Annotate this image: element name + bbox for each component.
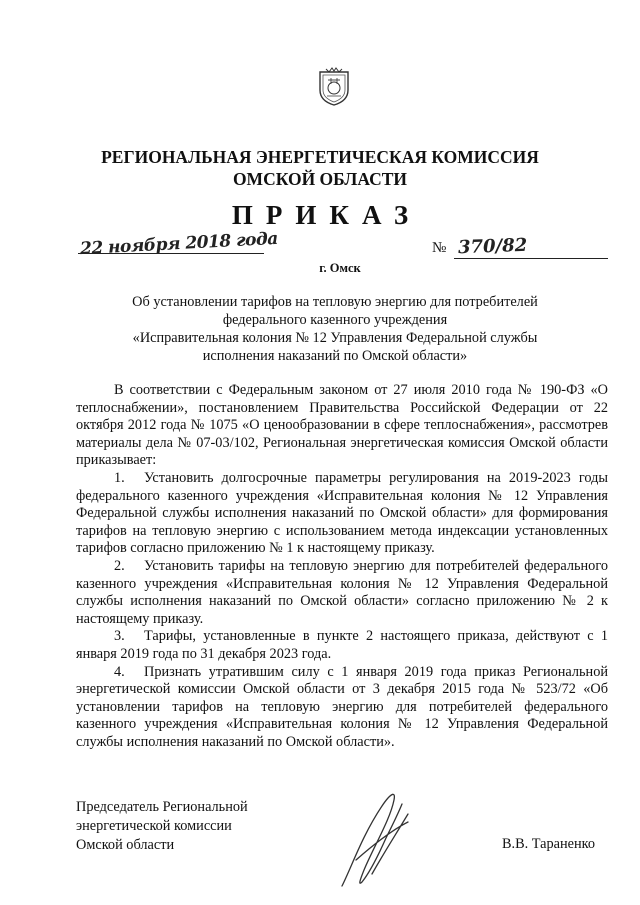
- handwritten-number: 370/82: [457, 234, 528, 259]
- item-number: 4.: [114, 663, 125, 680]
- item-number: 3.: [114, 628, 125, 645]
- org-name-line1: РЕГИОНАЛЬНАЯ ЭНЕРГЕТИЧЕСКАЯ КОМИССИЯ: [101, 147, 539, 167]
- preamble-paragraph: В соответствии с Федеральным законом от 27 июля 2010 года № 190-ФЗ «О теплоснабжении», постановлением Правительства Российской Федерации от 22 октября 2012 года № 1075 «О ценообразовании в сфере теплоснабжения», рассмотрев материалы дела № 07-03/102, Региональная энергетическая комиссия Омской области приказывает:: [76, 382, 608, 469]
- number-label: №: [432, 240, 447, 256]
- position-line: Председатель Региональной: [76, 799, 248, 815]
- subject-line: «Исправительная колония № 12 Управления Федеральной службы: [132, 330, 538, 346]
- document-type-title: ПРИКАЗ: [231, 200, 422, 230]
- city-label: г. Омск: [319, 261, 361, 275]
- date-underline: [78, 253, 264, 254]
- item-text: Тарифы, установленные в пункте 2 настоящего приказа, действуют с 1 января 2019 года по 31 декабря 2023 года.: [76, 628, 608, 662]
- position-line: Омской области: [76, 837, 175, 853]
- signatory-position: [76, 798, 248, 855]
- item-number: 2.: [114, 557, 125, 574]
- order-item: [76, 664, 608, 752]
- position-line: энергетической комиссии: [76, 818, 232, 834]
- order-item: [76, 470, 608, 558]
- handwritten-signature: [312, 786, 432, 896]
- item-number: 1.: [114, 469, 125, 486]
- order-item: [76, 628, 608, 663]
- item-text: Признать утратившим силу с 1 января 2019 года приказ Региональной энергетической комиссии Омской области от 3 декабря 2015 года № 523/72 «Об установлении тарифов на тепловую энергию для потребителей федерального казенного учреждения «Исправительная колония № 12 Управления Федеральной службы исполнения наказаний по Омской области».: [76, 663, 608, 750]
- subject-line: федерального казенного учреждения: [222, 312, 448, 328]
- coat-of-arms-icon: [318, 66, 350, 106]
- order-item: [76, 558, 608, 628]
- order-subject: [92, 293, 578, 365]
- subject-line: исполнения наказаний по Омской области»: [202, 348, 468, 364]
- item-text: Установить тарифы на тепловую энергию для потребителей федерального казенного учреждения «Исправительная колония № 12 Управления Федеральной службы исполнения наказаний по Омской области» согласно приложению № 2 к настоящему приказу.: [76, 557, 608, 627]
- handwritten-date: 22 ноября 2018 года: [79, 228, 279, 260]
- number-underline: [454, 258, 608, 259]
- subject-line: Об установлении тарифов на тепловую энергию для потребителей: [132, 294, 538, 310]
- org-name-line2: ОМСКОЙ ОБЛАСТИ: [232, 169, 408, 189]
- order-body: [76, 382, 608, 751]
- item-text: Установить долгосрочные параметры регулирования на 2019-2023 годы федерального казенного учреждения «Исправительная колония № 12 Управления Федеральной службы исполнения наказаний по Омской области» для формирования тарифов на тепловую энергию с использованием метода индексации установленных тарифов согласно приложению № 1 к настоящему приказу.: [76, 469, 608, 557]
- signatory-name: В.В. Тараненко: [502, 836, 596, 852]
